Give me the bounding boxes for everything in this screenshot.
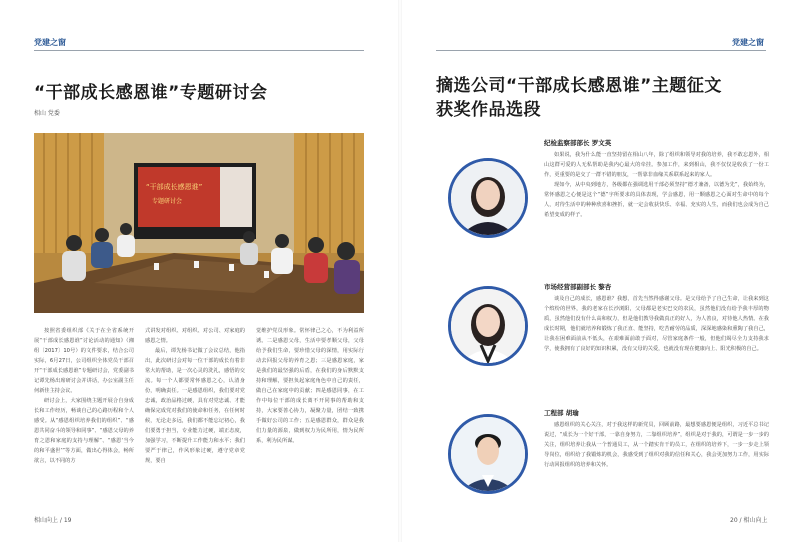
entry-author: 纪检监察部部长 罗文英 [544, 139, 612, 147]
article-title: “干部成长感恩谁”专题研讨会 [34, 83, 268, 103]
entry-body [544, 150, 769, 220]
entry-body [544, 294, 769, 354]
paragraph: 现如今，从中央到地方，各级都在强调选用干部必须坚持“德才兼备，以德为先”，我始终为，常怀感恩之心便是这个“德”字所要求的具体表现，学会感恩，用一颗感恩之心面对生命中的每个人，对待生活中的种种欣喜和挫折，就一定会收获快乐、幸福、充实的人生，而我们也会成为自己希望变成的样子。 [544, 182, 769, 218]
column-1 [34, 326, 134, 466]
paragraph: 研讨会上，大家围绕主题开展合自身成长和工作经历，畅谈自己的心路历程和个人感受。从“感恩组织培养我们的组织”、“感恩共同奋斗的领导和同事”、“感恩父母的养育之恩和家庭的支持与理解”、“感恩‘当今的和平盛世’”等方面，做出心得体会，畅所欲言，以不同的方 [34, 398, 134, 464]
paragraph: 式讲发对组织、对组织、对公司、对家庭的感恩之情。 [145, 328, 245, 344]
avatar [448, 158, 528, 238]
entry-author: 市场经营部副部长 黎杏 [544, 283, 612, 291]
avatar [448, 286, 528, 366]
section-tag: 党建之窗 [34, 38, 66, 47]
article-author: 相山 党委 [34, 110, 60, 117]
header-rule [34, 50, 364, 51]
section-tag: 党建之窗 [732, 38, 764, 47]
paragraph: 如果说，我为什么能一直坚持留在相山八年，除了组织和领导对我的培养，我不敢忘恩外，相山这群可爱的人无私帮助是我内心最大的牵挂。参加工作，来到相山，我不仅仅是收获了一份工作，更重要的是交了一群不错的朋友，一帮靠非血缘关系联系起来的家人。 [544, 152, 769, 178]
entry-author: 工程部 胡瑜 [544, 409, 579, 417]
title-line-2: 获奖作品选段 [436, 100, 541, 120]
paragraph: 觉维护党员形象。常怀律己之心，不为利益所诱。二是感恩父母，生活中要孝顺父母，父母给予我们生命，要珍惜父母的深情，用实际行动去回报父母的养育之恩；三是感恩家庭，家是我们的最坚强的后盾，在我们的身后默默支持和理解，要担负起家庭角色中自己的责任，做自己在家庭中的贡献；四是感恩同事，在工作中每位干部的成长离不开同事的帮助和支持，大家要善心协力，凝聚力量，团结一致携手做好公司的工作；五是感恩群众，群众是我们力量的源泉，做到权力为民所用，情为民所系，利为民所谋。 [256, 328, 364, 444]
column-3 [256, 326, 364, 446]
title-line-1: 摘选公司“干部成长感恩谁”主题征文 [436, 76, 722, 96]
page-footer: 相山向上 / 19 [34, 517, 72, 524]
header-rule [436, 50, 766, 51]
left-page [0, 0, 398, 542]
meeting-photo [34, 133, 364, 313]
paragraph: 按照省委组织部《关于在全省系统开展“干部成长感恩谁”讨论活动的通知》（湘组〔2017〕10号）的文件要求，结合公司实际，6月27日，公司组织全体党员干部召开“干部成长感恩谁”专题研讨会，党委副书记谭先杨出席研讨会并讲话，办公室副主任何新佳主持会议。 [34, 328, 134, 394]
entry-body [544, 420, 769, 470]
right-page [402, 0, 800, 542]
paragraph: 最后，谭先杨书记做了会议总结，他指出，此次研讨会对每一位干部的成长有着非常大的帮助，是一次心灵的洗礼，感悟的交流。每一个人都要常怀感恩之心，认清身份，明确责任。一是感恩组织，我们要对党忠诚，政治品格过硬，具有对党忠诚、才能确保完成党对我们的使命和任务，在任何时候，无论走多远，我们都不能忘记初心，我们要勇于担当，专业能力过硬，端正态度，加强学习，不断提升工作能力和水平；我们要严于律己，作风形象过硬，遵守党章党规，要自 [145, 348, 245, 464]
paragraph: 谈及自己的成长，感恩谁？我想，首先当然得感谢父母。是父母给予了自己生命，让我来到这个缤纷的世界，我的老家在长沙浏阳，父母都是老实巴交的农民，虽然他们没有给予我丰厚的物质，虽然他们没有什么高和权力，但是他们教导我做真正的好人，为人善良，对待他人热情。在我成长时期，他们就培养和锻炼了我正直、能坚持，吃苦耐劳的品质，深深地感染和熏陶了我自己，让我在困难面前从不低头，在艰难面前敢于面对，尽管家庭条件一般，但他们竭尽全力支持我求学，使我拥有了良好的知识积累，没有父母的关爱，也就没有现在健康向上、阳光积极的自己。 [544, 296, 769, 352]
column-2 [145, 326, 245, 466]
avatar [448, 414, 528, 494]
paragraph: 感恩组织的关心关注，对于我这样的新党员，回顾前路，最想要感恩便是组织，习近平总书记说过，“成长为一个好干部，一靠自身努力，二靠组织培养”，组织是对于我的，可谓是一步一步的关注，组织培养让我从一个普通员工，从一个踏实肯干的员工，在组织的培养下，一步一步走上领导岗位，组织给了我锻炼的机会，我感受到了组织对我的信任和关心，我会更加努力工作，用实际行动回报组织的培养和关怀。 [544, 422, 769, 468]
article-title [436, 74, 722, 122]
screen-subtitle: 专题研讨会 [152, 198, 183, 205]
page-footer: 20 / 相山向上 [730, 517, 768, 524]
screen-title: “干部成长感恩谁” [146, 183, 203, 191]
